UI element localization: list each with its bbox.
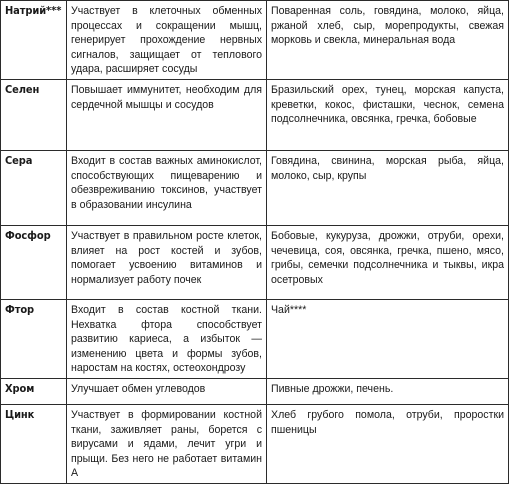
element-role-cell: Участвует в правильном росте клеток, влияет на рост костей и зубов, помогает усвоению витаминов и нормализует работу почек <box>67 225 267 299</box>
element-sources-cell: Хлеб грубого помола, отруби, проростки пшеницы <box>267 404 509 483</box>
element-name-cell: Фосфор <box>1 225 67 299</box>
element-sources-cell: Бразильский орех, тунец, морская капуста, креветки, кокос, фисташки, чеснок, семена подсолнечника, овсянка, гречка, бобовые <box>267 79 509 150</box>
table-row <box>1 299 509 378</box>
element-sources-cell: Бобовые, кукуруза, дрожжи, отруби, орехи, чечевица, соя, овсянка, гречка, пшено, мясо, грибы, семечки подсолнечника и тыквы, икра осетровых <box>267 225 509 299</box>
element-role-cell: Входит в состав костной ткани. Нехватка фтора способствует развитию кариеса, а избыток — изменению цвета и формы зубов, наростам на костях, остеохондрозу <box>67 299 267 378</box>
element-role-cell: Входит в состав важных аминокислот, способствующих пищеварению и обезвреживанию токсинов, участвует в образовании инсулина <box>67 150 267 225</box>
element-role-cell: Повышает иммунитет, необходим для сердечной мышцы и сосудов <box>67 79 267 150</box>
element-name-cell: Селен <box>1 79 67 150</box>
table-row <box>1 79 509 150</box>
element-sources-cell: Поваренная соль, говядина, молоко, яйца, ржаной хлеб, сыр, морепродукты, свежая морковь и свекла, минеральная вода <box>267 1 509 80</box>
element-name-cell: Цинк <box>1 404 67 483</box>
element-name-cell: Сера <box>1 150 67 225</box>
element-role-cell: Участвует в формировании костной ткани, заживляет раны, борется с вирусами и ядами, лечит угри и прыщи. Без него не работает витамин А <box>67 404 267 483</box>
table-row <box>1 1 509 80</box>
table-row <box>1 378 509 404</box>
table-row <box>1 404 509 483</box>
element-name-cell: Фтор <box>1 299 67 378</box>
element-name-cell: Хром <box>1 378 67 404</box>
element-role-cell: Улучшает обмен углеводов <box>67 378 267 404</box>
table-row <box>1 225 509 299</box>
element-sources-cell: Пивные дрожжи, печень. <box>267 378 509 404</box>
table-row <box>1 150 509 225</box>
element-role-cell: Участвует в клеточных обменных процессах и сокращении мышц, генерирует прохождение нервных сигналов, защищает от теплового удара, расширяет сосуды <box>67 1 267 80</box>
element-sources-cell: Чай**** <box>267 299 509 378</box>
element-name-cell: Натрий*** <box>1 1 67 80</box>
element-sources-cell: Говядина, свинина, морская рыба, яйца, молоко, сыр, крупы <box>267 150 509 225</box>
